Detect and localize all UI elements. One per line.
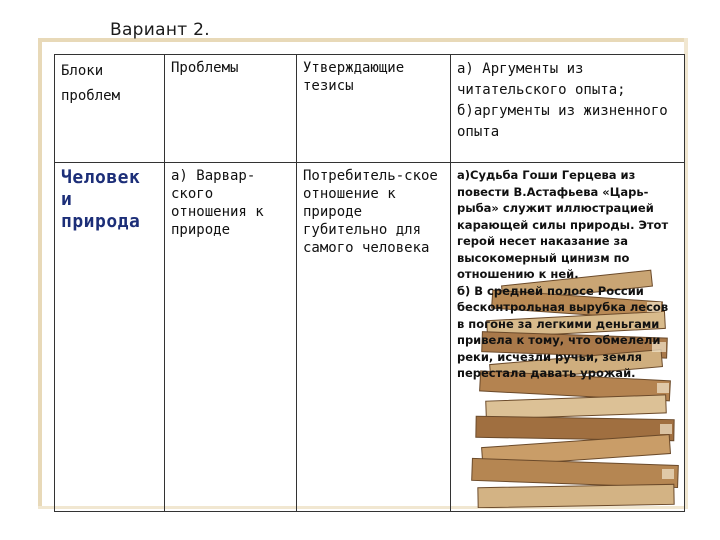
cell-arguments [451, 163, 685, 512]
header-row [55, 55, 685, 163]
slide-title: Вариант 2. [110, 20, 210, 40]
header-arguments: а) Аргументы из читательского опыта; б)аргументы из жизненного опыта [451, 55, 685, 163]
argument-a: а)Судьба Гоши Герцева из повести В.Астафьева «Царь-рыба» служит иллюстрацией карающей силы природы. Этот герой несет наказание за высокомерный цинизм по отношению к ней. [457, 168, 669, 281]
header-blocks: Блоки проблем [55, 55, 165, 163]
table-row [55, 163, 685, 512]
header-problems: Проблемы [165, 55, 297, 163]
cell-thesis: Потребитель-ское отношение к природе губительно для самого человека [297, 163, 451, 512]
decor-frame-left [38, 38, 42, 508]
problems-table [54, 54, 685, 512]
cell-problem: а) Варвар-ского отношения к природе [165, 163, 297, 512]
argument-b: б) В средней полосе России бесконтрольная вырубка лесов в погоне за легкими деньгами привела к тому, что обмелели реки, исчезли ручьи, земля перестала давать урожай. [457, 283, 669, 380]
header-theses: Утверждающие тезисы [297, 55, 451, 163]
cell-block: Человек и природа [55, 163, 165, 512]
